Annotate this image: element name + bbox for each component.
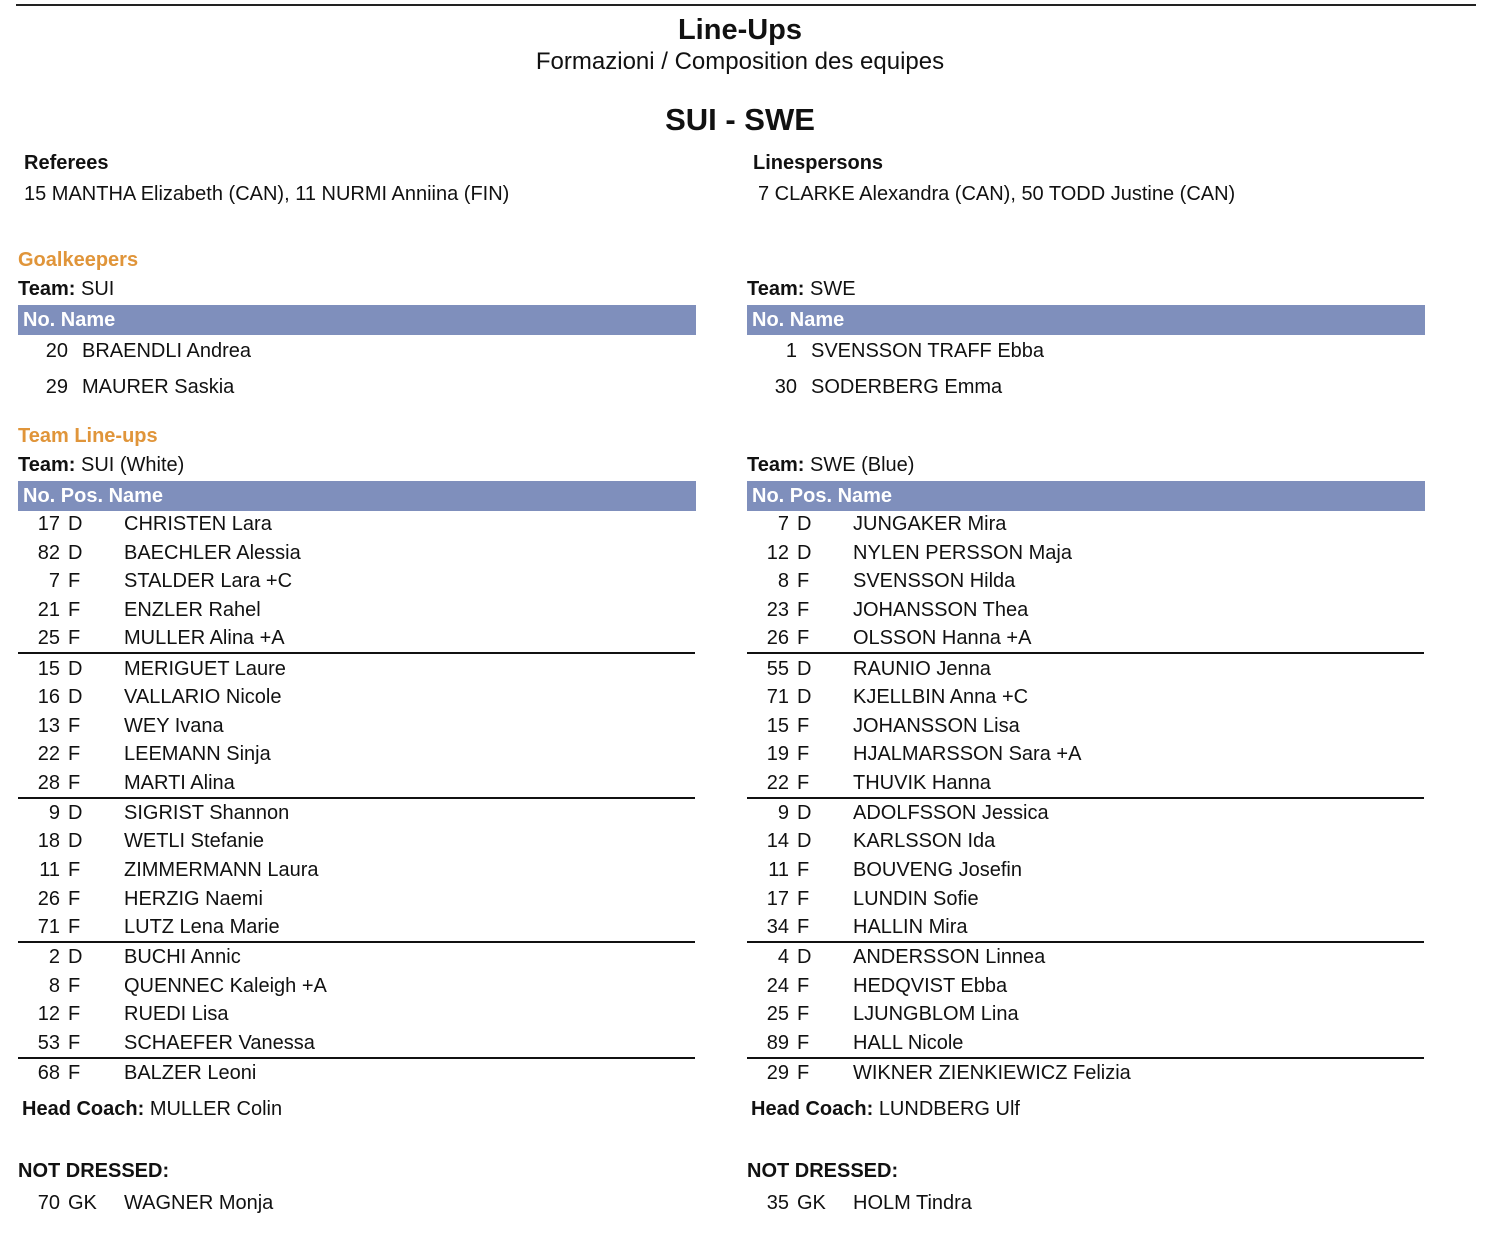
linespersons-label: Linespersons — [753, 152, 884, 174]
player-number: 35 — [766, 1192, 789, 1214]
line-separator — [747, 941, 1424, 943]
player-number: 28 — [37, 772, 60, 794]
player-position: D — [797, 946, 812, 968]
player-name: HOLM Tindra — [853, 1192, 972, 1214]
player-number: 25 — [37, 627, 60, 649]
player-number: 11 — [39, 859, 60, 881]
player-name: MAURER Saskia — [82, 376, 235, 398]
player-number: 23 — [766, 599, 789, 621]
player-name: WETLI Stefanie — [124, 830, 265, 852]
player-name: HJALMARSSON Sara +A — [853, 743, 1082, 765]
player-number: 16 — [37, 686, 60, 708]
player-position: F — [68, 599, 81, 621]
player-name: BUCHI Annic — [124, 946, 241, 968]
team-name: SWE (Blue) — [809, 454, 915, 476]
not-dressed-label-left: NOT DRESSED: — [18, 1160, 170, 1182]
not-dressed-label-right: NOT DRESSED: — [747, 1160, 899, 1182]
team-label: Team: — [18, 278, 76, 300]
player-number: 29 — [766, 1062, 789, 1084]
player-position: F — [68, 627, 81, 649]
player-number: 71 — [766, 686, 789, 708]
referees-label: Referees — [24, 152, 109, 174]
player-number: 7 — [48, 570, 60, 592]
gk-header-right: No. Name — [747, 305, 1425, 335]
match-title: SUI - SWE — [665, 102, 815, 137]
player-position: F — [797, 599, 810, 621]
player-name: BAECHLER Alessia — [124, 542, 301, 564]
lineups-section-title: Team Line-ups — [18, 425, 158, 447]
player-number: 89 — [766, 1032, 789, 1054]
player-number: 22 — [766, 772, 789, 794]
line-separator — [18, 652, 695, 654]
team-label: Team: — [747, 454, 805, 476]
player-number: 12 — [37, 1003, 60, 1025]
player-number: 15 — [37, 658, 60, 680]
player-name: ZIMMERMANN Laura — [124, 859, 319, 881]
player-number: 9 — [48, 802, 60, 824]
player-name: LUTZ Lena Marie — [124, 916, 280, 938]
player-number: 30 — [774, 376, 797, 398]
player-name: ADOLFSSON Jessica — [853, 802, 1049, 824]
player-position: F — [797, 772, 810, 794]
line-separator — [747, 1057, 1424, 1059]
player-position: D — [68, 513, 83, 535]
player-position: D — [797, 542, 812, 564]
player-number: 53 — [37, 1032, 60, 1054]
player-position: D — [797, 802, 812, 824]
head-coach-name: LUNDBERG Ulf — [878, 1098, 1020, 1120]
line-separator — [747, 797, 1424, 799]
goalkeepers-section-title: Goalkeepers — [18, 249, 139, 271]
player-position: F — [68, 715, 81, 737]
player-name: HALLIN Mira — [853, 916, 968, 938]
player-number: 4 — [777, 946, 789, 968]
referees-value: 15 MANTHA Elizabeth (CAN), 11 NURMI Anniina (FIN) — [24, 183, 510, 205]
player-name: JOHANSSON Thea — [853, 599, 1029, 621]
team-label: Team: — [18, 454, 76, 476]
head-coach-right — [751, 1098, 1020, 1121]
player-name: RAUNIO Jenna — [853, 658, 991, 680]
lineup-header-right: No. Pos. Name — [747, 481, 1425, 511]
lineup-team-left — [18, 454, 184, 477]
player-name: SVENSSON Hilda — [853, 570, 1016, 592]
player-position: F — [68, 975, 81, 997]
player-name: LEEMANN Sinja — [124, 743, 271, 765]
player-name: SODERBERG Emma — [811, 376, 1003, 398]
player-name: ANDERSSON Linnea — [853, 946, 1046, 968]
player-name: HERZIG Naemi — [124, 888, 263, 910]
player-number: 15 — [766, 715, 789, 737]
player-number: 20 — [45, 340, 68, 362]
page-subtitle: Formazioni / Composition des equipes — [535, 48, 945, 75]
player-name: WAGNER Monja — [124, 1192, 274, 1214]
player-number: 14 — [766, 830, 789, 852]
player-position: D — [797, 686, 812, 708]
player-number: 68 — [37, 1062, 60, 1084]
lineup-team-right — [747, 454, 914, 477]
player-number: 19 — [766, 743, 789, 765]
player-position: D — [797, 513, 812, 535]
player-number: 26 — [37, 888, 60, 910]
head-coach-label: Head Coach: — [751, 1098, 874, 1120]
player-position: D — [68, 686, 83, 708]
player-name: LUNDIN Sofie — [853, 888, 979, 910]
player-name: KARLSSON Ida — [853, 830, 996, 852]
player-number: 82 — [37, 542, 60, 564]
player-position: D — [68, 542, 83, 564]
player-position: D — [797, 658, 812, 680]
head-coach-name: MULLER Colin — [149, 1098, 283, 1120]
player-number: 7 — [777, 513, 789, 535]
player-position: F — [68, 772, 81, 794]
gk-team-left — [18, 278, 114, 301]
player-name: ENZLER Rahel — [124, 599, 261, 621]
linespersons-value: 7 CLARKE Alexandra (CAN), 50 TODD Justine (CAN) — [758, 183, 1236, 205]
head-coach-label: Head Coach: — [22, 1098, 145, 1120]
player-number: 17 — [37, 513, 60, 535]
player-name: LJUNGBLOM Lina — [853, 1003, 1019, 1025]
player-position: F — [797, 1062, 810, 1084]
player-position: GK — [68, 1192, 97, 1214]
player-name: CHRISTEN Lara — [124, 513, 272, 535]
player-position: GK — [797, 1192, 826, 1214]
player-name: JUNGAKER Mira — [853, 513, 1007, 535]
line-separator — [18, 941, 695, 943]
player-number: 22 — [37, 743, 60, 765]
player-number: 17 — [766, 888, 789, 910]
player-name: MULLER Alina +A — [124, 627, 285, 649]
page-title: Line-Ups — [677, 14, 803, 46]
player-number: 12 — [766, 542, 789, 564]
player-position: D — [797, 830, 812, 852]
player-name: WEY Ivana — [124, 715, 224, 737]
player-number: 11 — [768, 859, 789, 881]
player-position: F — [797, 627, 810, 649]
player-number: 1 — [785, 340, 797, 362]
player-position: F — [68, 743, 81, 765]
player-number: 9 — [777, 802, 789, 824]
player-position: F — [68, 1003, 81, 1025]
player-name: JOHANSSON Lisa — [853, 715, 1020, 737]
player-position: F — [797, 570, 810, 592]
team-name: SUI (White) — [80, 454, 185, 476]
player-position: F — [68, 859, 81, 881]
player-name: MERIGUET Laure — [124, 658, 286, 680]
gk-header-left: No. Name — [18, 305, 696, 335]
player-number: 8 — [48, 975, 60, 997]
player-name: BALZER Leoni — [124, 1062, 257, 1084]
player-name: KJELLBIN Anna +C — [853, 686, 1029, 708]
player-position: F — [797, 888, 810, 910]
player-name: THUVIK Hanna — [853, 772, 991, 794]
player-name: BRAENDLI Andrea — [82, 340, 251, 362]
player-number: 21 — [37, 599, 60, 621]
player-number: 70 — [37, 1192, 60, 1214]
line-separator — [18, 1057, 695, 1059]
head-coach-left — [22, 1098, 282, 1121]
player-number: 55 — [766, 658, 789, 680]
player-position: F — [797, 916, 810, 938]
player-number: 13 — [37, 715, 60, 737]
player-number: 34 — [766, 916, 789, 938]
player-name: SCHAEFER Vanessa — [124, 1032, 315, 1054]
player-position: F — [68, 1032, 81, 1054]
player-number: 24 — [766, 975, 789, 997]
player-position: F — [797, 975, 810, 997]
player-position: F — [68, 916, 81, 938]
player-number: 25 — [766, 1003, 789, 1025]
player-number: 8 — [777, 570, 789, 592]
gk-team-right — [747, 278, 856, 301]
player-name: HEDQVIST Ebba — [853, 975, 1008, 997]
player-number: 2 — [48, 946, 60, 968]
player-name: RUEDI Lisa — [124, 1003, 229, 1025]
player-number: 29 — [45, 376, 68, 398]
player-name: SIGRIST Shannon — [124, 802, 290, 824]
player-number: 71 — [37, 916, 60, 938]
line-separator — [747, 652, 1424, 654]
player-name: QUENNEC Kaleigh +A — [124, 975, 327, 997]
player-name: BOUVENG Josefin — [853, 859, 1022, 881]
team-name: SUI — [80, 278, 115, 300]
player-position: F — [68, 1062, 81, 1084]
top-rule — [16, 4, 1476, 6]
player-position: F — [797, 715, 810, 737]
player-position: F — [797, 1032, 810, 1054]
lineup-header-left: No. Pos. Name — [18, 481, 696, 511]
player-position: F — [797, 859, 810, 881]
player-name: WIKNER ZIENKIEWICZ Felizia — [853, 1062, 1131, 1084]
player-number: 18 — [37, 830, 60, 852]
player-position: D — [68, 946, 83, 968]
player-number: 26 — [766, 627, 789, 649]
player-name: SVENSSON TRAFF Ebba — [811, 340, 1045, 362]
team-label: Team: — [747, 278, 805, 300]
player-position: D — [68, 658, 83, 680]
player-name: OLSSON Hanna +A — [853, 627, 1032, 649]
player-name: MARTI Alina — [124, 772, 235, 794]
player-position: F — [68, 570, 81, 592]
player-name: HALL Nicole — [853, 1032, 964, 1054]
player-position: F — [797, 1003, 810, 1025]
player-name: STALDER Lara +C — [124, 570, 293, 592]
player-name: NYLEN PERSSON Maja — [853, 542, 1072, 564]
player-position: F — [797, 743, 810, 765]
player-name: VALLARIO Nicole — [124, 686, 282, 708]
player-position: D — [68, 830, 83, 852]
player-position: F — [68, 888, 81, 910]
player-position: D — [68, 802, 83, 824]
team-name: SWE — [809, 278, 856, 300]
line-separator — [18, 797, 695, 799]
